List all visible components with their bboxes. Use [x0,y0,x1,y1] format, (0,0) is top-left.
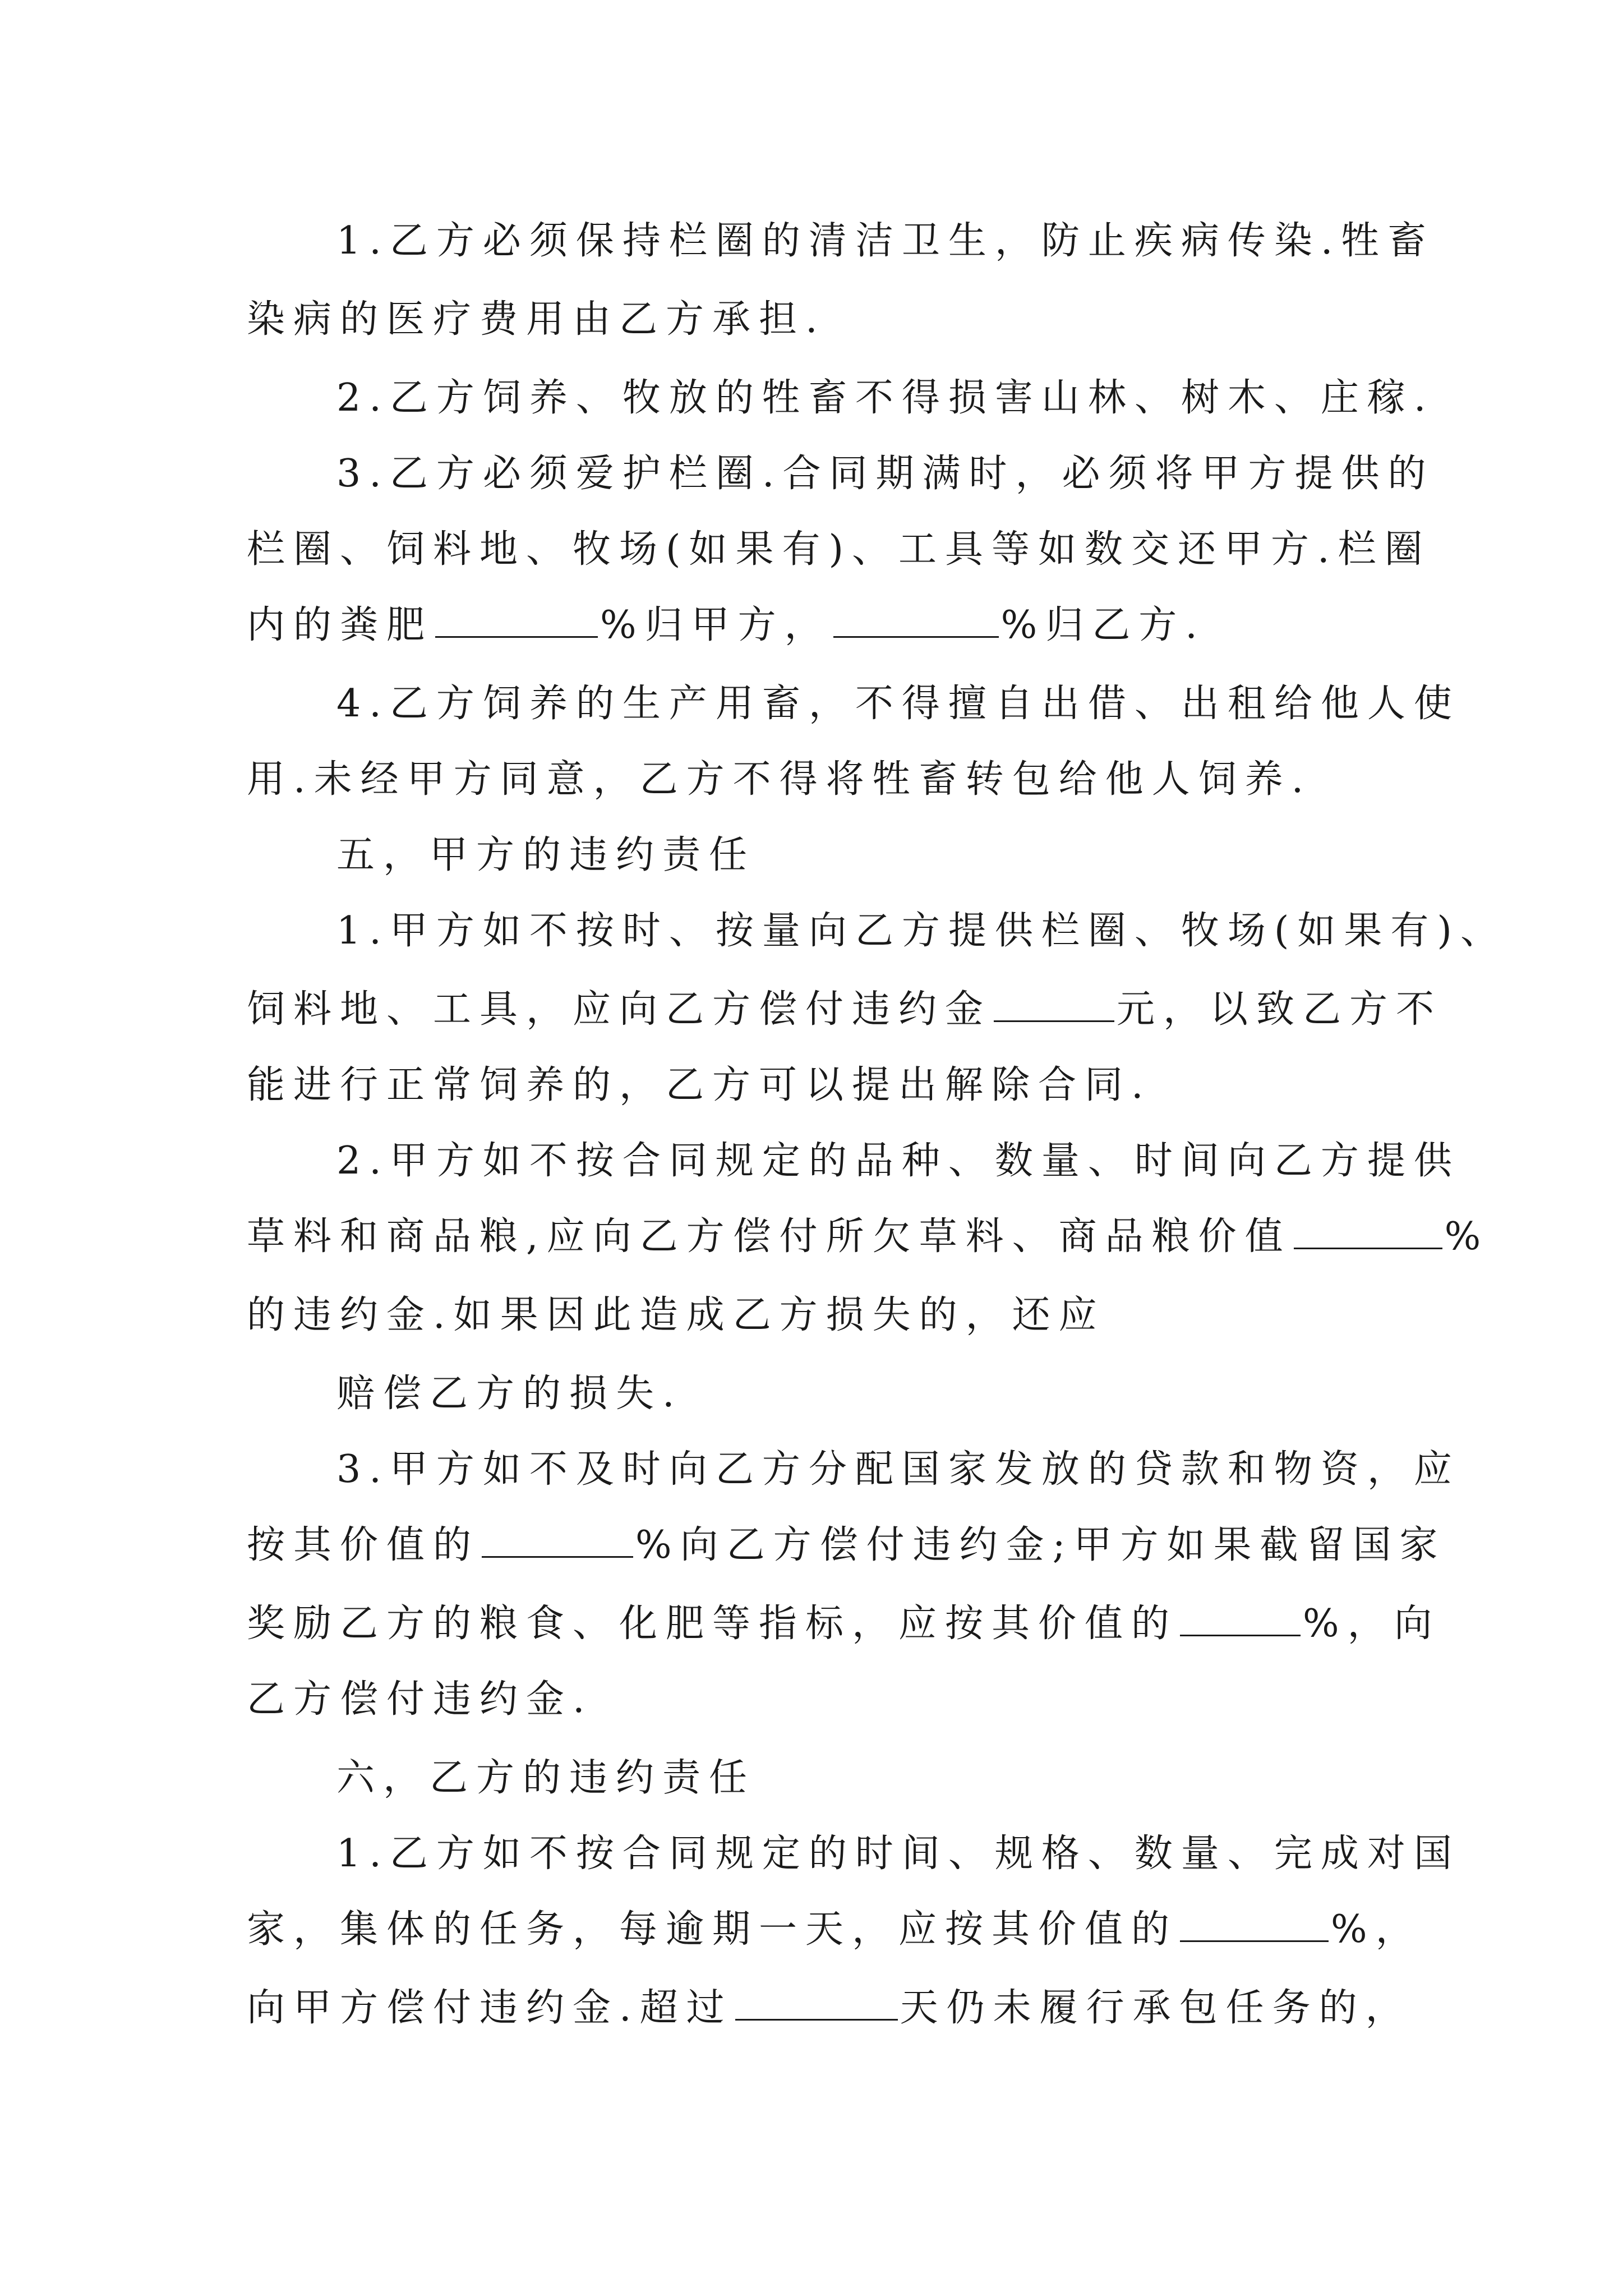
clause-5-3-line-3 [247,1599,1441,1649]
blank-line [994,987,1114,1022]
clause-5-3-line-2 [247,1520,1446,1571]
text-segment: 向甲方偿付违约金.超过 [247,1986,733,2030]
clause-4-1-line-2: 染病的医疗费用由乙方承担. [247,297,826,342]
clause-6-1-line-3 [247,1983,1412,2033]
text-segment: 饲料地、工具，应向乙方偿付违约金 [247,987,992,1032]
clause-5-3-line-4: 乙方偿付违约金. [247,1677,593,1722]
clause-5-2-line-4: 赔偿乙方的损失. [336,1372,683,1416]
clause-5-2-line-1: 2.甲方如不按合同规定的品种、数量、时间向乙方提供 [336,1139,1460,1183]
clause-5-2-line-2 [247,1212,1489,1262]
clause-4-1-line-1: 1.乙方必须保持栏圈的清洁卫生，防止疾病传染.牲畜 [336,219,1435,263]
text-segment: 家，集体的任务，每逾期一天，应按其价值的 [247,1907,1178,1952]
text-segment: 内的粪肥 [247,603,434,647]
clause-5-2-line-3: 的违约金.如果因此造成乙方损失的，还应 [247,1293,1105,1337]
text-segment: %向乙方偿付违约金;甲方如果截留国家 [635,1523,1446,1567]
blank-line [833,602,999,638]
blank-line [1180,1601,1301,1636]
clause-5-1-line-1: 1.甲方如不按时、按量向乙方提供栏圈、牧场(如果有)、 [336,909,1507,953]
text-segment: 按其价值的 [247,1523,480,1567]
clause-4-2-line-1: 2.乙方饲养、牧放的牲畜不得损害山林、树木、庄稼. [336,376,1435,420]
text-segment: %归乙方. [1000,603,1206,647]
text-segment: 草料和商品粮,应向乙方偿付所欠草料、商品粮价值 [247,1214,1292,1259]
text-segment: %归甲方， [600,603,831,647]
text-segment: 奖励乙方的粮食、化肥等指标，应按其价值的 [247,1602,1178,1646]
text-segment: 天仍未履行承包任务的， [900,1986,1412,2030]
text-segment: % [1444,1214,1490,1259]
text-segment: %， [1331,1907,1422,1952]
clause-6-1-line-1: 1.乙方如不按合同规定的时间、规格、数量、完成对国 [336,1832,1460,1876]
clause-6-1-line-2 [247,1904,1422,1955]
text-segment: %，向 [1303,1602,1441,1646]
clause-5-3-line-1: 3.甲方如不及时向乙方分配国家发放的贷款和物资，应 [336,1447,1460,1492]
blank-line [1180,1907,1329,1942]
blank-line [1294,1214,1442,1249]
clause-4-3-line-1: 3.乙方必须爱护栏圈.合同期满时，必须将甲方提供的 [336,452,1435,496]
section-5-heading: 五，甲方的违约责任 [336,833,756,877]
clause-4-4-line-1: 4.乙方饲养的生产用畜，不得擅自出借、出租给他人使 [336,682,1460,726]
blank-line [482,1522,633,1558]
clause-4-3-line-2: 栏圈、饲料地、牧场(如果有)、工具等如数交还甲方.栏圈 [247,527,1431,572]
clause-5-1-line-2 [247,984,1442,1035]
text-segment: 元，以致乙方不 [1117,987,1443,1032]
clause-4-4-line-2: 用.未经甲方同意，乙方不得将牲畜转包给他人饲养. [247,757,1312,802]
blank-line [735,1985,898,2021]
clause-5-1-line-3: 能进行正常饲养的，乙方可以提出解除合同. [247,1063,1152,1107]
blank-line [435,602,598,638]
clause-4-3-line-3 [247,600,1206,651]
section-6-heading: 六，乙方的违约责任 [336,1756,756,1800]
